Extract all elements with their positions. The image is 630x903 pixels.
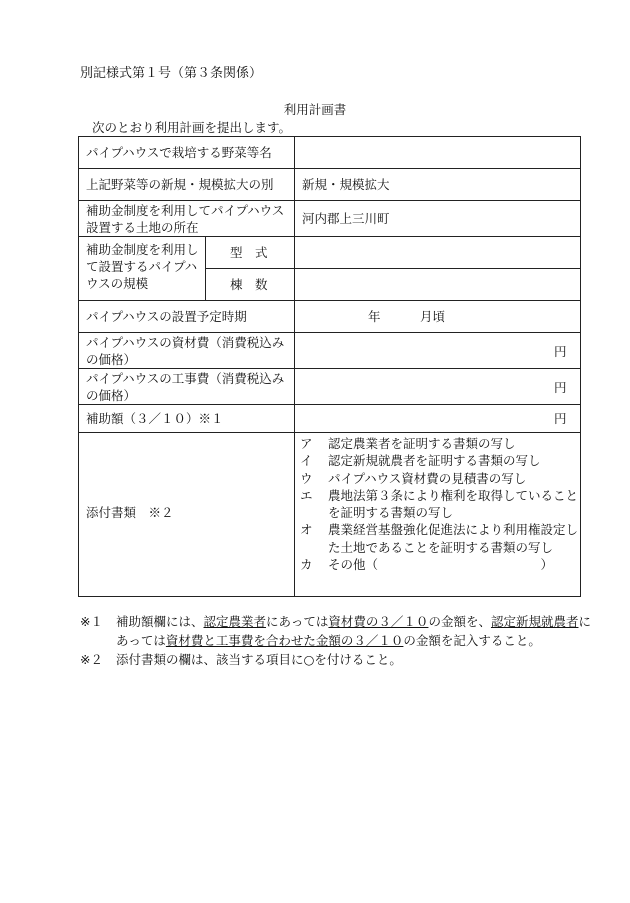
schedule-year: 年 [368,309,381,324]
document-title: 利用計画書 [283,102,347,117]
location-value[interactable]: 河内郡上三川町 [302,211,390,226]
intro-text: 次のとおり利用計画を提出します。 [92,120,292,135]
list-item[interactable]: オ 農業経営基盤強化促進法により利用権設定した土地であることを証明する書類の写し [300,522,579,555]
subsidy-label: 補助額（３／１０）※１ [86,411,224,426]
attachments-list [300,435,580,573]
construction-unit: 円 [554,380,567,395]
schedule-label: パイプハウスの設置予定時期 [86,309,247,324]
list-item[interactable]: イ 認定新規就農者を証明する書類の写し [300,453,541,469]
subsidy-unit: 円 [554,411,567,426]
form-number: 別記様式第１号（第３条関係） [80,66,263,81]
footnote-2: ※２ 添付書類の欄は、該当する項目に○を付けること。 [80,652,402,667]
list-item[interactable]: エ 農地法第３条により権利を取得していることを証明する書類の写し [300,487,579,521]
count-label: 棟 数 [230,277,268,292]
crop-label: パイプハウスで栽培する野菜等名 [86,145,272,160]
list-item[interactable]: ア 認定農業者を証明する書類の写し [300,436,516,451]
type-label: 上記野菜等の新規・規模拡大の別 [86,177,274,192]
material-unit: 円 [554,344,567,359]
type-value[interactable]: 新規・規模拡大 [302,177,390,192]
attachments-label: 添付書類 ※２ [86,505,174,520]
footnotes [80,612,600,669]
material-label: パイプハウスの資材費（消費税込みの価格） [86,335,285,367]
construction-label: パイプハウスの工事費（消費税込みの価格） [86,371,285,403]
list-item[interactable]: ウ パイプハウス資材費の見積書の写し [300,470,527,486]
model-label: 型 式 [230,245,268,260]
scale-label: 補助金制度を利用して設置するパイプハウスの規模 [86,242,199,291]
footnote-1: ※１ 補助額欄には、認定農業者にあっては資材費の３／１０の金額を、認定新規就農者にあっては資材費と工事費を合わせた金額の３／１０の金額を記入すること。 [80,614,591,648]
list-item[interactable]: カ その他（ ） [300,557,554,573]
schedule-month: 月頃 [420,309,446,324]
location-label: 補助金制度を利用してパイプハウス設置する土地の所在 [86,203,285,235]
